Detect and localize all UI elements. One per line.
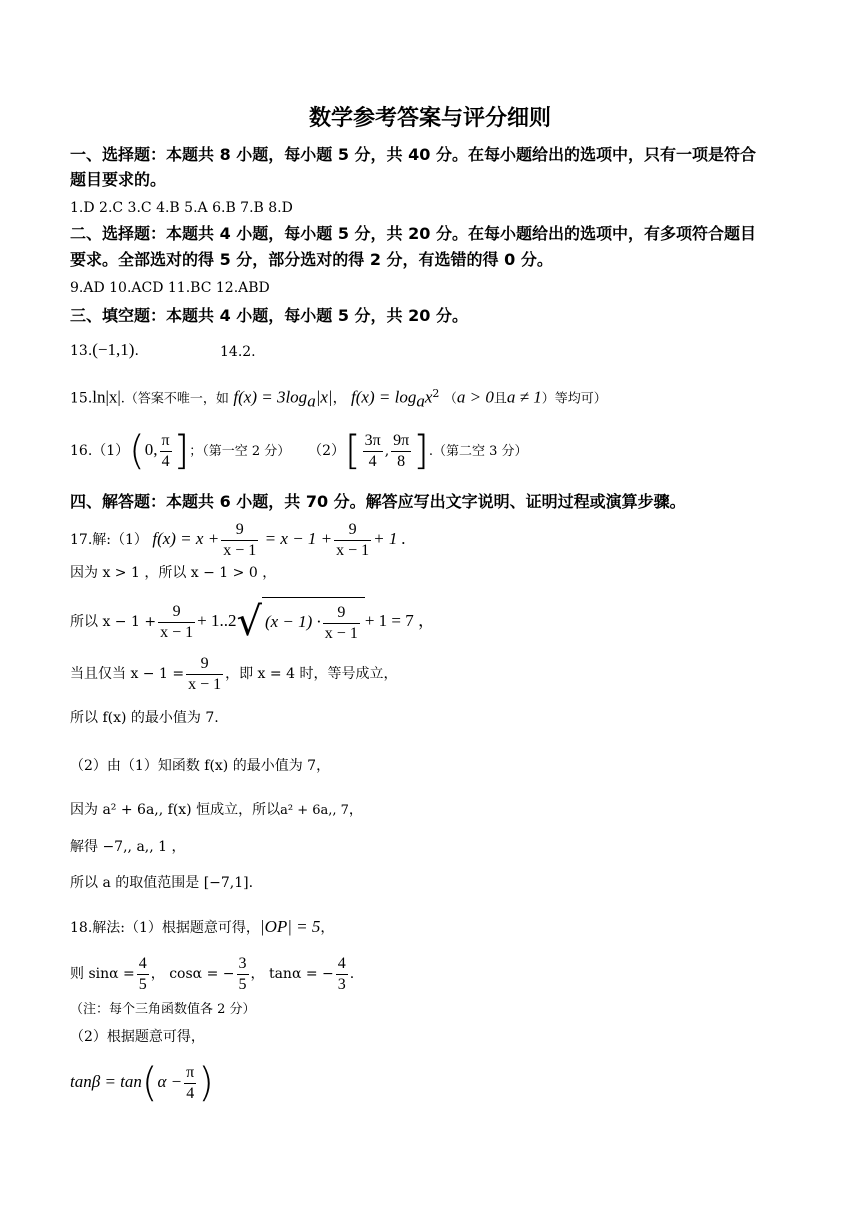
q18-paren-close: )	[198, 1060, 214, 1106]
q18-tan-num: 4	[337, 954, 346, 972]
q15-expression: ln|x|	[92, 387, 121, 407]
q13-tail: .	[134, 343, 139, 359]
q17-ineq-num: 9	[172, 602, 181, 620]
q16-interval-2-right	[391, 431, 411, 472]
q17-line-7	[70, 800, 363, 821]
q16-interval-1-right	[160, 431, 172, 472]
q18-cos-den: 5	[238, 975, 247, 993]
q15-example-1: f(x) = 3log	[233, 387, 308, 407]
q17-line-1	[70, 518, 406, 561]
q18-tan-value	[336, 954, 348, 995]
q18-cos: ， cosα = −	[150, 966, 235, 982]
q13-answer	[70, 340, 139, 361]
q13-label: 13.	[70, 343, 93, 359]
q18-line-5	[70, 1058, 214, 1107]
q16-note-2: .（第二空 3 分）	[428, 444, 528, 459]
q16-interval-2-left	[363, 431, 383, 472]
q15-example-2-var: x	[424, 387, 433, 407]
section-4-heading: 四、解答题：本题共 6 小题，共 70 分。解答应写出文字说明、证明过程或演算步骤。	[70, 492, 686, 511]
q18-line-1	[70, 917, 334, 938]
q17-line-6: （2）由（1）知函数 f(x) 的最小值为 7，	[70, 758, 331, 774]
q16-interval-1-close: ]	[173, 428, 190, 474]
q15-example-2: f(x) = log	[351, 387, 417, 407]
q17-condition: 因为 a² + 6a,, f(x) 恒成立，所以	[70, 802, 281, 818]
q13-expression: (−1,1)	[92, 340, 135, 359]
section-3-heading: 三、填空题：本题共 4 小题，每小题 5 分，共 20 分。	[70, 306, 468, 325]
q17-ineq-result: + 1 = 7 ，	[364, 611, 436, 630]
q15-answer	[70, 384, 607, 411]
q16-3pi-den: 4	[363, 451, 383, 472]
q18-trig-tail: .	[349, 966, 355, 982]
q18-tan: ， tanα = −	[250, 966, 334, 982]
q15-note-close: ）等均可）	[541, 391, 607, 407]
q17-radicand-factor: (x − 1) ·	[264, 612, 321, 631]
q17-function-def: f(x) = x +	[152, 529, 220, 548]
q18-alpha-minus: α −	[157, 1072, 183, 1091]
q18-sin-value	[137, 954, 149, 995]
q17-rad-den: x − 1	[324, 624, 358, 642]
q16-note-1: ；（第一空 2 分）	[189, 444, 291, 459]
q18-note: （注：每个三角函数值各 2 分）	[70, 1002, 256, 1017]
q17-line-3	[70, 597, 435, 647]
q17-fraction-2	[334, 520, 371, 561]
q16-pi-num: π	[161, 431, 170, 449]
q17-line-8: 解得 −7,, a,, 1 ，	[70, 839, 186, 855]
q16-answer: 16.（1）(0, $\frac{\pi}{4}$ ]；（第一空 2 分） （2）[ $\frac{3\pi}{4}$ , $\frac{9\pi}{8}$ ].（第二空 3 分）	[70, 428, 528, 474]
q18-tan-den: 3	[337, 975, 346, 993]
q17-line-2: 因为 x > 1 ，所以 x − 1 > 0 ，	[70, 565, 277, 581]
q17-frac2-den: x − 1	[336, 541, 370, 559]
q16-interval-1-open: (	[129, 428, 145, 474]
q17-equality-tail: ，即 x = 4 时，等号成立，	[225, 666, 398, 682]
sqrt-icon: √	[236, 599, 262, 645]
section-2-heading: 二、选择题：本题共 4 小题，每小题 5 分，共 20 分。在每小题给出的选项中，有多项符合题目	[70, 224, 756, 243]
q16-interval-1-left: 0,	[144, 440, 158, 459]
section-1-heading-cont: 题目要求的。	[70, 170, 167, 189]
q18-pi-num: π	[186, 1063, 195, 1081]
section-1-heading: 一、选择题：本题共 8 小题，每小题 5 分，共 40 分。在每小题给出的选项中，只有一项是符合	[70, 145, 756, 164]
q17-radicand-fraction	[323, 603, 360, 644]
q17-radicand	[262, 597, 365, 647]
q18-pi-over-4	[184, 1063, 196, 1104]
q17-line-9: 所以 a 的取值范围是 [−7,1].	[70, 875, 254, 891]
q17-rewrite: = x − 1 +	[264, 529, 333, 548]
q18-op-length: |OP| = 5	[259, 917, 321, 936]
q18-sin-den: 5	[138, 975, 147, 993]
q18-tan-beta: tanβ = tan	[70, 1072, 142, 1091]
q17-equality-fraction	[186, 654, 223, 695]
q18-line-2	[70, 952, 354, 996]
q18-cos-num: 3	[238, 954, 247, 972]
q15-label: 15.	[70, 390, 93, 407]
q15-condition-1: a > 0	[456, 387, 494, 407]
q17-ineq-lhs: 所以 x − 1 +	[70, 614, 157, 630]
q18-intro: 18.解法:（1）根据题意可得，	[70, 920, 260, 936]
q17-ineq-den: x − 1	[160, 623, 194, 641]
q17-rad-num: 9	[337, 603, 346, 621]
q15-example-2-exp: 2	[432, 387, 440, 400]
q16-9pi-den: 8	[391, 451, 411, 472]
q18-cos-value	[237, 954, 249, 995]
q16-3pi-num: 3π	[364, 431, 381, 449]
q17-equality-condition: 当且仅当 x − 1 =	[70, 666, 185, 682]
section-2-heading-cont: 要求。全部选对的得 5 分，部分选对的得 2 分，有选错的得 0 分。	[70, 250, 553, 269]
q17-condition-tail: ，	[348, 802, 363, 818]
q18-intro-tail: ，	[320, 920, 335, 936]
q16-interval-2-close: ]	[413, 428, 429, 474]
q17-frac1-num: 9	[235, 520, 244, 538]
q16-pi-den: 4	[160, 451, 172, 472]
q15-condition-open: （	[443, 391, 457, 407]
q17-ineq-fraction	[158, 602, 195, 643]
q17-line-4	[70, 652, 397, 696]
q17-condition-expr: a² + 6a,, 7	[280, 803, 349, 818]
q15-example-2-base: a	[416, 391, 425, 411]
q15-separator: ，	[332, 390, 347, 407]
q17-ineq-mid: + 1..2	[197, 611, 237, 630]
q18-line-4: （2）根据题意可得，	[70, 1029, 205, 1045]
q14-answer: 14.2.	[220, 344, 256, 360]
q16-part2-label: （2）	[308, 443, 345, 459]
q18-pi-den: 4	[184, 1083, 196, 1104]
q15-example-1-base: a	[307, 391, 316, 411]
q15-note-open: .（答案不唯一，如	[120, 391, 229, 407]
q17-eq-num: 9	[200, 654, 209, 672]
page-title: 数学参考答案与评分细则	[308, 106, 551, 131]
q17-frac2-num: 9	[348, 520, 357, 538]
q18-paren-open: (	[141, 1060, 158, 1106]
q17-fraction-1	[221, 520, 258, 561]
q18-sin: 则 sinα =	[70, 966, 135, 982]
q16-label: 16.（1）	[70, 443, 130, 459]
q17-eq-den: x − 1	[188, 675, 222, 693]
q16-interval-2-open: [	[345, 428, 361, 474]
q15-and: 且	[493, 391, 507, 407]
section-1-answers: 1.D 2.C 3.C 4.B 5.A 6.B 7.B 8.D	[70, 200, 293, 216]
q15-condition-2: a ≠ 1	[506, 387, 542, 407]
q17-frac1-den: x − 1	[223, 541, 257, 559]
q16-9pi-num: 9π	[393, 431, 410, 449]
q17-line-5: 所以 f(x) 的最小值为 7.	[70, 710, 219, 726]
q18-sin-num: 4	[138, 954, 147, 972]
section-2-answers: 9.AD 10.ACD 11.BC 12.ABD	[70, 280, 270, 296]
q17-rewrite-tail: + 1 .	[373, 529, 406, 548]
q17-label: 17.解:（1）	[70, 532, 148, 548]
q15-example-1-arg: |x|	[315, 387, 333, 407]
